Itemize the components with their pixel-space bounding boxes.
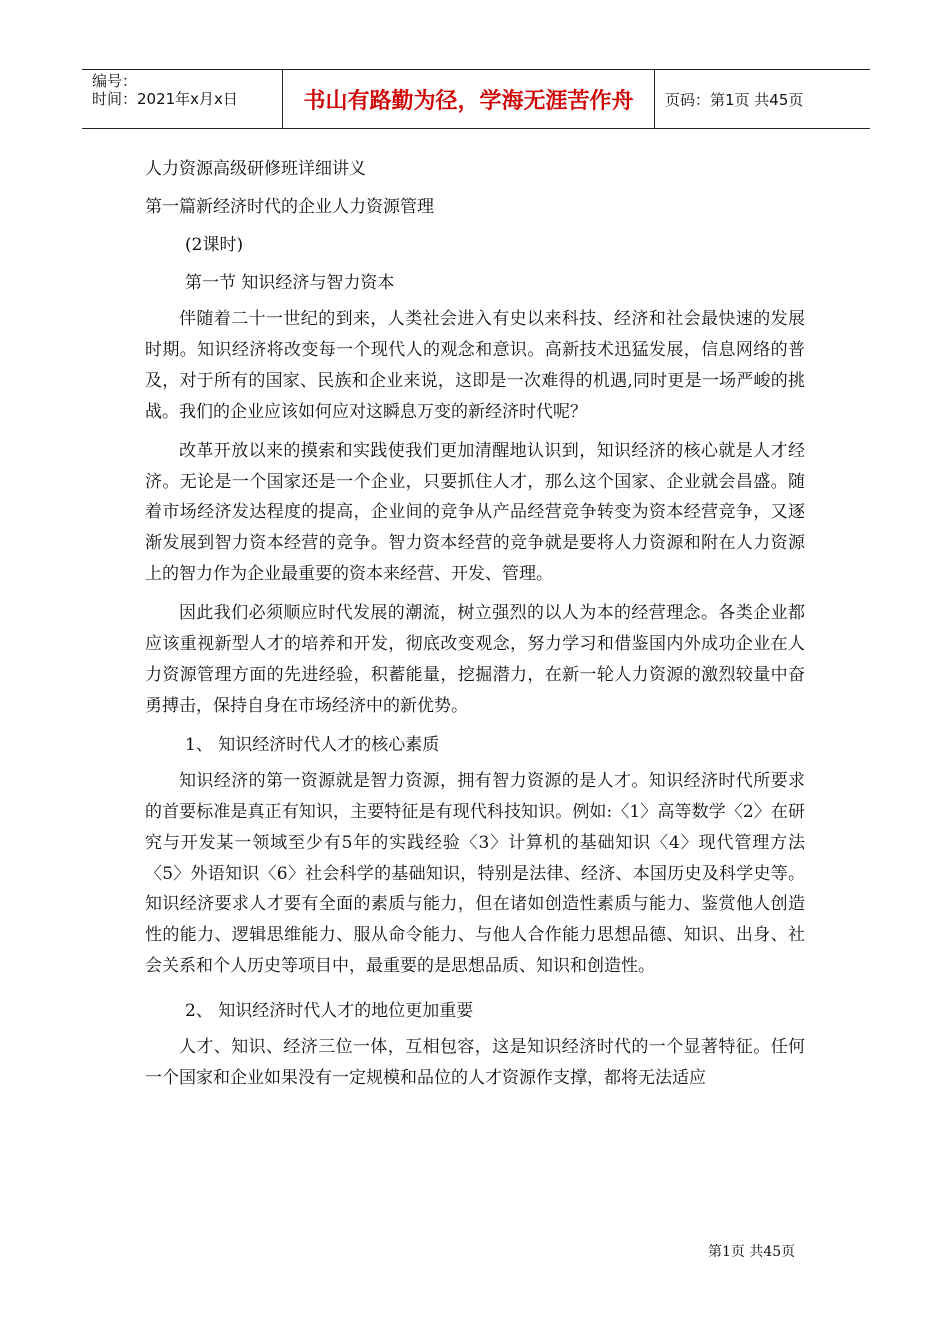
paragraph-2: 改革开放以来的摸索和实践使我们更加清醒地认识到，知识经济的核心就是人才经济。无论是一个国家还是一个企业，只要抓住人才，那么这个国家、企业就会昌盛。随着市场经济发达程度的提高，企业间的竞争从产品经营竞争转变为资本经营竞争，又逐渐发展到智力资本经营的竞争。智力资本经营的竞争就是要将人力资源和附在人力资源上的智力作为企业最重要的资本来经营、开发、管理。 xyxy=(145,440,805,585)
section-title: 第一节 知识经济与智力资本 xyxy=(185,273,395,293)
doc-number-label: 编号： xyxy=(92,72,138,90)
paragraph-1: 伴随着二十一世纪的到来，人类社会进入有史以来科技、经济和社会最快速的发展时期。知识经济将改变每一个现代人的观念和意识。高新技术迅猛发展，信息网络的普及，对于所有的国家、民族和企业来说，这即是一次难得的机遇,同时更是一场严峻的挑战。我们的企业应该如何应对这瞬息万变的新经济时代呢？ xyxy=(145,309,805,422)
doc-date: 时间：2021年x月x日 xyxy=(92,90,238,108)
paragraph-4: 知识经济的第一资源就是智力资源，拥有智力资源的是人才。知识经济时代所要求的首要标准是真正有知识，主要特征是有现代科技知识。例如:〈1〉高等数学〈2〉在研究与开发某一领域至少有5年的实践经验〈3〉计算机的基础知识〈4〉现代管理方法〈5〉外语知识〈6〉社会科学的基础知识，特别是法律、经济、本国历史及科学史等。知识经济要求人才要有全面的素质与能力，但在诸如创造性素质与能力、鉴赏他人创造性的能力、逻辑思维能力、服从命令能力、与他人合作能力思想品德、知识、出身、社会关系和个人历史等项目中，最重要的是思想品质、知识和创造性。 xyxy=(145,770,805,977)
header-page-info: 页码：第1页 共45页 xyxy=(665,90,804,109)
header-meta xyxy=(82,70,283,128)
header-motto: 书山有路勤为径，学海无涯苦作舟 xyxy=(283,70,655,128)
document-body xyxy=(145,150,805,1094)
document-title: 人力资源高级研修班详细讲义 xyxy=(145,159,366,179)
heading-2: 2、 知识经济时代人才的地位更加重要 xyxy=(185,1001,474,1022)
page-header xyxy=(82,69,870,129)
paragraph-3: 因此我们必须顺应时代发展的潮流，树立强烈的以人为本的经营理念。各类企业都应该重视新型人才的培养和开发，彻底改变观念，努力学习和借鉴国内外成功企业在人力资源管理方面的先进经验，积蓄能量，挖掘潜力，在新一轮人力资源的激烈较量中奋勇搏击，保持自身在市场经济中的新优势。 xyxy=(145,603,805,716)
heading-1: 1、 知识经济时代人才的核心素质 xyxy=(185,734,440,755)
class-hours: (2课时) xyxy=(185,235,244,255)
part-title: 第一篇新经济时代的企业人力资源管理 xyxy=(145,197,434,217)
paragraph-5: 人才、知识、经济三位一体，互相包容，这是知识经济时代的一个显著特征。任何一个国家和企业如果没有一定规模和品位的人才资源作支撑，都将无法适应 xyxy=(145,1037,805,1089)
page-footer: 第1页 共45页 xyxy=(708,1244,796,1260)
